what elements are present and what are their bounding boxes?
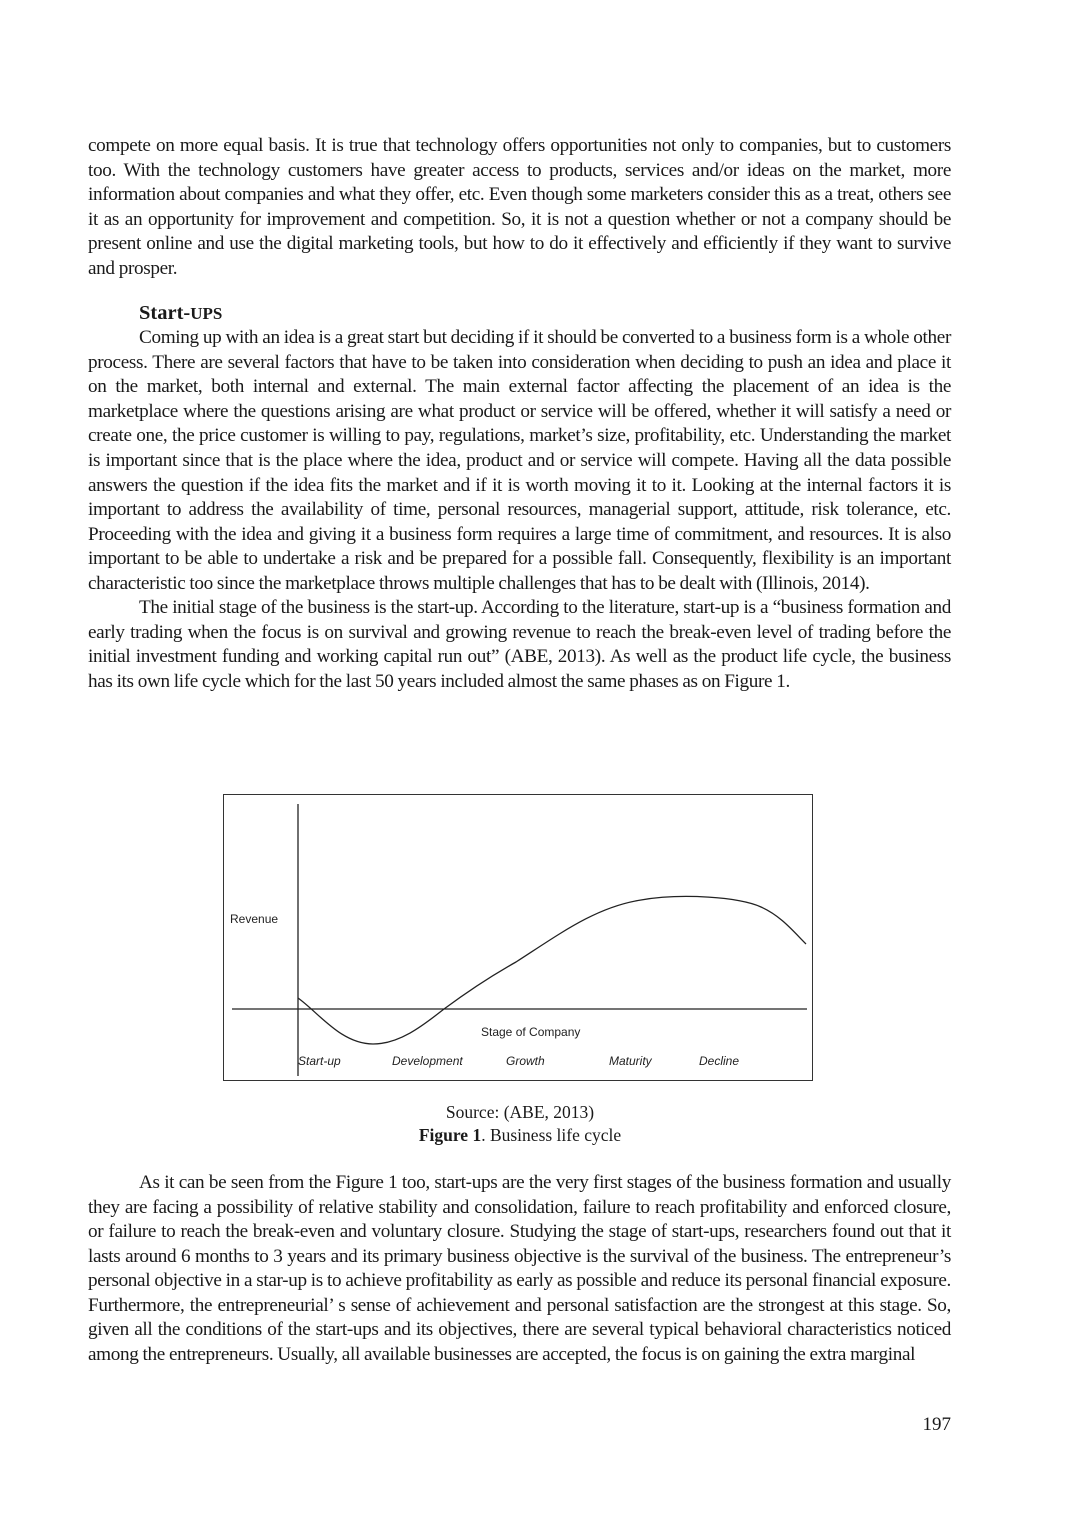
figure-source: Source: (ABE, 2013) [445,1102,595,1122]
paragraph-initial-stage: The initial stage of the business is the start-up. According to the literature, start-up is a “business formation and early trading when the focus is on survival and growing revenue to reach the break-even level of trading before the initial investment funding and working capital run out” (ABE, 2013). As well as the product life cycle, the business has its own life cycle which for the last 50 years included almost the same phases as on Figure 1. [88,597,951,692]
page-number: 197 [922,1414,951,1435]
x-axis-label: Stage of Company [481,1025,581,1039]
paragraph-startups: Coming up with an idea is a great start but deciding if it should be converted to a business form is a whole other process. There are several factors that have to be taken into consideration when deciding to push an idea and place it on the market, both internal and external. The main external factor affecting the placement of an idea is the marketplace where the questions arising are what product or service will be offered, whether it will satisfy a need or create one, the price customer is willing to pay, regulations, market’s size, profitability, etc. Understanding the market is important since that is the place where the idea, product and or service will compete. Having all the data possible answers the question if the idea fits the market and if it is worth moving it to it. Looking at the internal factors it is important to address the availability of time, personal resources, managerial support, attitude, risk tolerance, etc. Proceeding with the idea and giving it a business form requires a large time of commitment, and resources. It is also important to be able to undertake a risk and be prepared for a possible fall. Consequently, flexibility is an important characteristic too since the marketplace throws multiple challenges that has to be dealt with (Illinois, 2014). [88,327,951,594]
stage-label-growth: Growth [506,1054,545,1068]
y-axis-label: Revenue [230,912,279,926]
page-body-lower [88,1171,951,1367]
stage-label-startup: Start-up [298,1054,341,1068]
heading-smallcaps: UPS [190,304,223,324]
page-body [88,134,951,694]
stage-label-development: Development [392,1054,463,1068]
stage-label-maturity: Maturity [609,1054,652,1068]
paragraph-startup-stages: As it can be seen from the Figure 1 too, start-ups are the very first stages of the business formation and usually they are facing a possibility of relative stability and consolidation, failure to reach profitability and enforced closure, or failure to reach the break-even and voluntary closure. Studying the stage of start-ups, researchers found out that it lasts around 6 months to 3 years and its primary business objective is the survival of the business. The entrepreneur’s personal objective in a star-up is to achieve profitability as early as possible and reduce its personal financial exposure. Furthermore, the entrepreneurial’ s sense of achievement and personal satisfaction are the strongest at this stage. So, given all the conditions of the start-ups and its objectives, there are several typical behavioral characteristics noticed among the entrepreneurs. Usually, all available businesses are accepted, the focus is on gaining the extra marginal [88,1172,951,1365]
figure-business-life-cycle [223,794,813,1081]
figure-caption [0,1124,1040,1146]
section-heading [139,301,951,326]
stage-label-decline: Decline [699,1054,740,1068]
paragraph-intro: compete on more equal basis. It is true that technology offers opportunities not only to companies, but to customers too. With the technology customers have greater access to products, services and/or ideas on the market, more information about companies and what they offer, etc. Even though some marketers consider this as a treat, others see it as an opportunity for improvement and competition. So, it is not a question whether or not a company should be present online and use the digital marketing tools, but how to do it effectively and efficiently if they want to survive and prosper. [88,135,951,279]
heading-main: Start- [139,302,191,325]
revenue-curve [298,896,806,1044]
figure-number: Figure 1 [418,1125,482,1145]
figure-title: . Business life cycle [481,1125,622,1145]
